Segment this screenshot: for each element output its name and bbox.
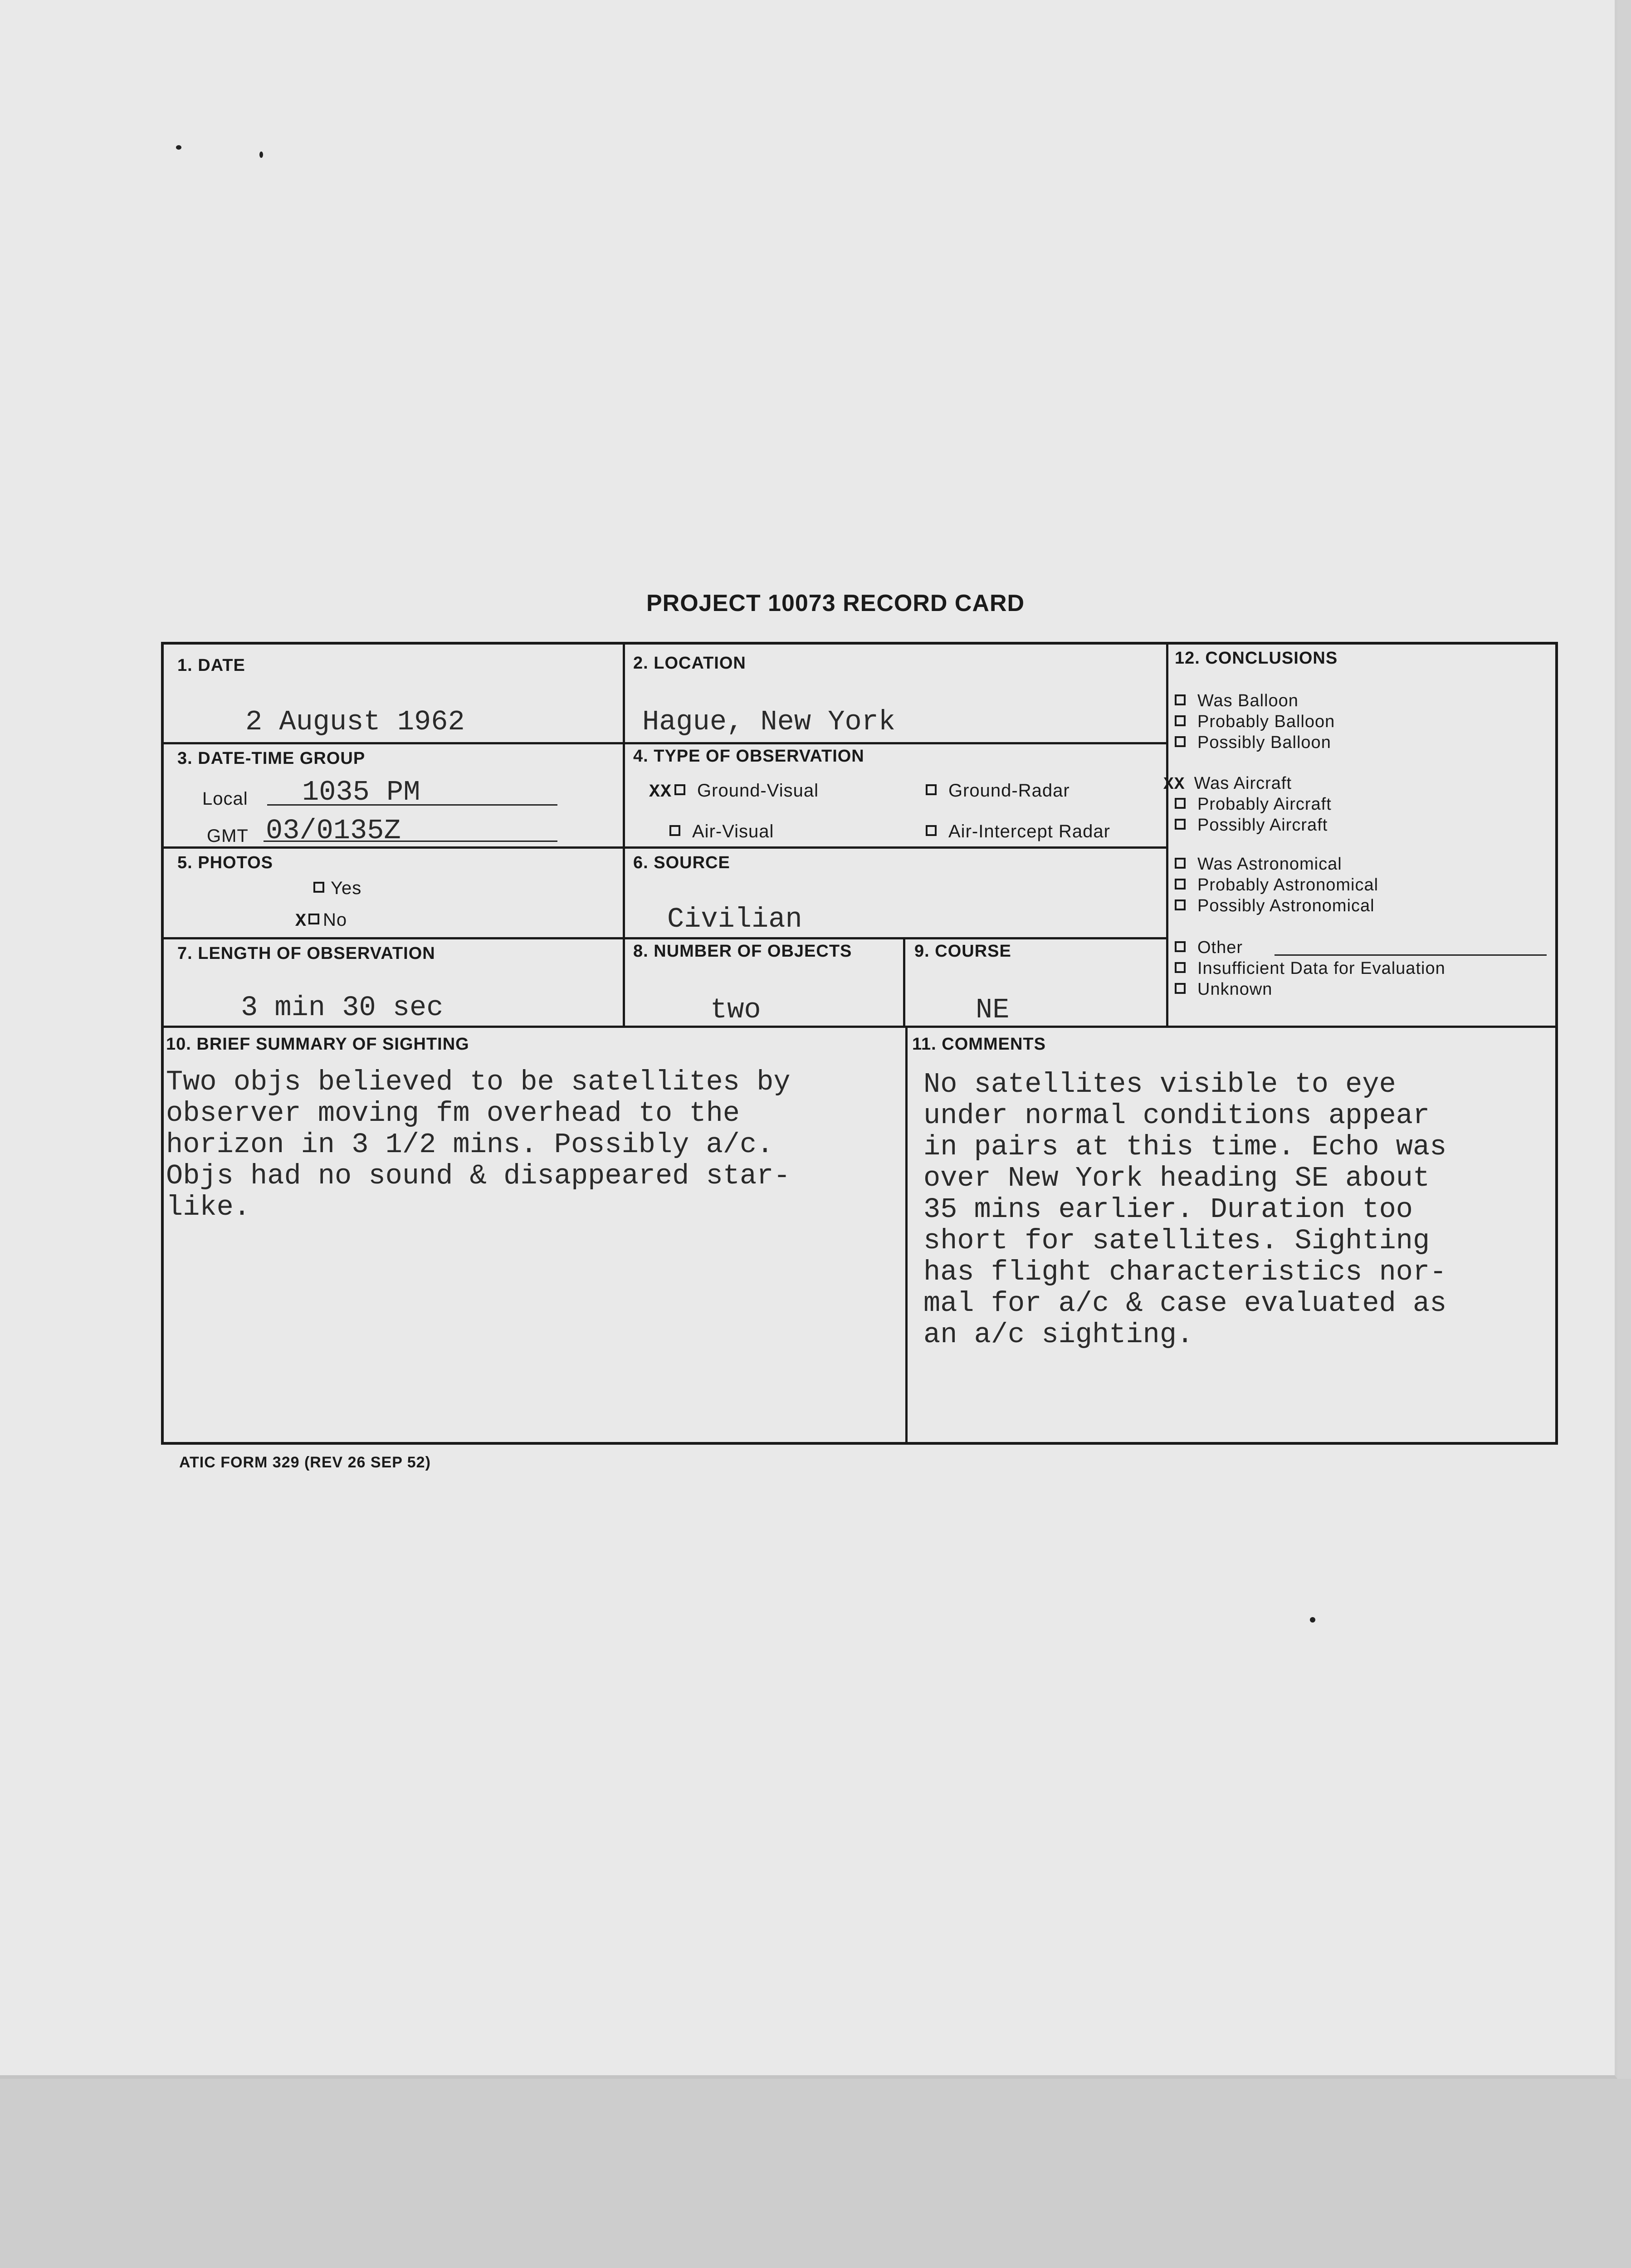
gmt-value: 03/0135Z xyxy=(266,815,401,847)
air-visual-checkbox xyxy=(669,825,680,836)
backing-surface xyxy=(0,2079,1631,2268)
photos-label: 5. PHOTOS xyxy=(177,853,273,872)
other-checkbox xyxy=(1175,941,1186,952)
unknown-option xyxy=(1175,979,1272,1000)
possibly-balloon-text: Possibly Balloon xyxy=(1197,733,1331,752)
course-value: NE xyxy=(976,994,1010,1026)
source-value: Civilian xyxy=(667,903,802,935)
photos-yes-text: Yes xyxy=(331,878,362,898)
insufficient-data-checkbox xyxy=(1175,962,1186,973)
photos-no-option xyxy=(295,910,347,932)
location-value: Hague, New York xyxy=(642,706,896,738)
gmt-label: GMT xyxy=(207,826,249,846)
ground-visual-mark: XX xyxy=(649,782,672,802)
was-aircraft-text: Was Aircraft xyxy=(1194,774,1292,793)
was-aircraft-option xyxy=(1163,773,1292,795)
local-time-value: 1035 PM xyxy=(302,776,420,808)
record-card xyxy=(161,642,1558,1445)
number-of-objects-label: 8. NUMBER OF OBJECTS xyxy=(633,942,852,961)
date-time-group-label: 3. DATE-TIME GROUP xyxy=(177,749,366,768)
probably-balloon-text: Probably Balloon xyxy=(1197,712,1335,731)
summary-label: 10. BRIEF SUMMARY OF SIGHTING xyxy=(166,1035,469,1054)
length-of-observation-value: 3 min 30 sec xyxy=(241,992,444,1024)
probably-balloon-option xyxy=(1175,711,1335,732)
air-visual-text: Air-Visual xyxy=(692,821,774,841)
source-label: 6. SOURCE xyxy=(633,853,730,872)
other-underline xyxy=(1275,954,1547,956)
ground-visual-checkbox xyxy=(674,784,685,795)
probably-aircraft-text: Probably Aircraft xyxy=(1197,795,1332,814)
air-intercept-radar-text: Air-Intercept Radar xyxy=(948,821,1110,841)
ground-visual-option xyxy=(649,781,819,802)
date-label: 1. DATE xyxy=(177,656,245,675)
comments-text: No satellites visible to eye under normal conditions appear in pairs at this time. Echo was over New York heading SE about 35 mins earlier. Duration too short for satellites. Sighting has flight characteristics nor- mal for a/c & case evaluated as an a/c sighting. xyxy=(923,1068,1447,1351)
air-intercept-radar-checkbox xyxy=(926,825,937,836)
possibly-aircraft-text: Possibly Aircraft xyxy=(1197,816,1328,835)
length-of-observation-label: 7. LENGTH OF OBSERVATION xyxy=(177,944,435,963)
card-title: PROJECT 10073 RECORD CARD xyxy=(646,590,1025,616)
photos-no-mark: X xyxy=(295,911,307,932)
was-astronomical-text: Was Astronomical xyxy=(1197,855,1342,874)
unknown-text: Unknown xyxy=(1197,980,1273,999)
course-label: 9. COURSE xyxy=(914,942,1011,961)
was-astronomical-checkbox xyxy=(1175,858,1186,869)
grid-line xyxy=(164,1026,1556,1028)
unknown-checkbox xyxy=(1175,983,1186,994)
insufficient-data-text: Insufficient Data for Evaluation xyxy=(1197,959,1445,978)
photos-no-checkbox xyxy=(308,914,319,924)
type-of-observation-label: 4. TYPE OF OBSERVATION xyxy=(633,747,864,766)
grid-line xyxy=(164,937,1166,939)
location-label: 2. LOCATION xyxy=(633,654,746,673)
conclusion-label: 12. CONCLUSIONS xyxy=(1175,649,1338,668)
air-visual-option xyxy=(669,821,774,842)
photos-yes-option xyxy=(313,878,361,899)
local-time-label: Local xyxy=(202,789,248,809)
probably-astronomical-option xyxy=(1175,875,1378,895)
was-balloon-text: Was Balloon xyxy=(1197,691,1299,710)
dust-speck xyxy=(259,152,263,158)
was-balloon-option xyxy=(1175,690,1299,711)
photos-no-text: No xyxy=(323,910,347,930)
ground-visual-text: Ground-Visual xyxy=(697,781,819,801)
dust-speck xyxy=(176,145,181,150)
dust-speck xyxy=(1310,1617,1315,1623)
grid-line xyxy=(903,937,905,1026)
probably-astronomical-text: Probably Astronomical xyxy=(1197,875,1379,894)
possibly-aircraft-checkbox xyxy=(1175,819,1186,830)
was-aircraft-mark: XX xyxy=(1163,775,1185,794)
date-value: 2 August 1962 xyxy=(245,706,465,738)
other-option xyxy=(1175,937,1243,958)
was-astronomical-option xyxy=(1175,854,1342,875)
comments-label: 11. COMMENTS xyxy=(912,1035,1046,1054)
probably-aircraft-option xyxy=(1175,794,1332,815)
possibly-balloon-checkbox xyxy=(1175,736,1186,747)
photos-yes-checkbox xyxy=(313,882,324,893)
summary-text: Two objs believed to be satellites by observer moving fm overhead to the horizon in 3 1/2 mins. Possibly a/c. Objs had no sound & disappeared star- like. xyxy=(166,1066,791,1223)
ground-radar-text: Ground-Radar xyxy=(948,781,1070,801)
possibly-aircraft-option xyxy=(1175,815,1328,836)
other-text: Other xyxy=(1197,938,1243,957)
air-intercept-radar-option xyxy=(926,821,1110,842)
possibly-astronomical-option xyxy=(1175,895,1375,916)
probably-astronomical-checkbox xyxy=(1175,879,1186,890)
number-of-objects-value: two xyxy=(710,994,761,1026)
grid-line xyxy=(905,1026,908,1443)
probably-aircraft-checkbox xyxy=(1175,798,1186,809)
insufficient-data-option xyxy=(1175,958,1445,979)
possibly-balloon-option xyxy=(1175,732,1331,753)
grid-line xyxy=(164,742,1166,744)
probably-balloon-checkbox xyxy=(1175,715,1186,726)
possibly-astronomical-text: Possibly Astronomical xyxy=(1197,896,1375,915)
grid-line xyxy=(1166,645,1168,1026)
ground-radar-option xyxy=(926,781,1070,801)
ground-radar-checkbox xyxy=(926,784,937,795)
grid-line xyxy=(623,645,625,1026)
form-number-footer: ATIC FORM 329 (REV 26 SEP 52) xyxy=(179,1454,431,1471)
possibly-astronomical-checkbox xyxy=(1175,899,1186,910)
was-balloon-checkbox xyxy=(1175,694,1186,705)
